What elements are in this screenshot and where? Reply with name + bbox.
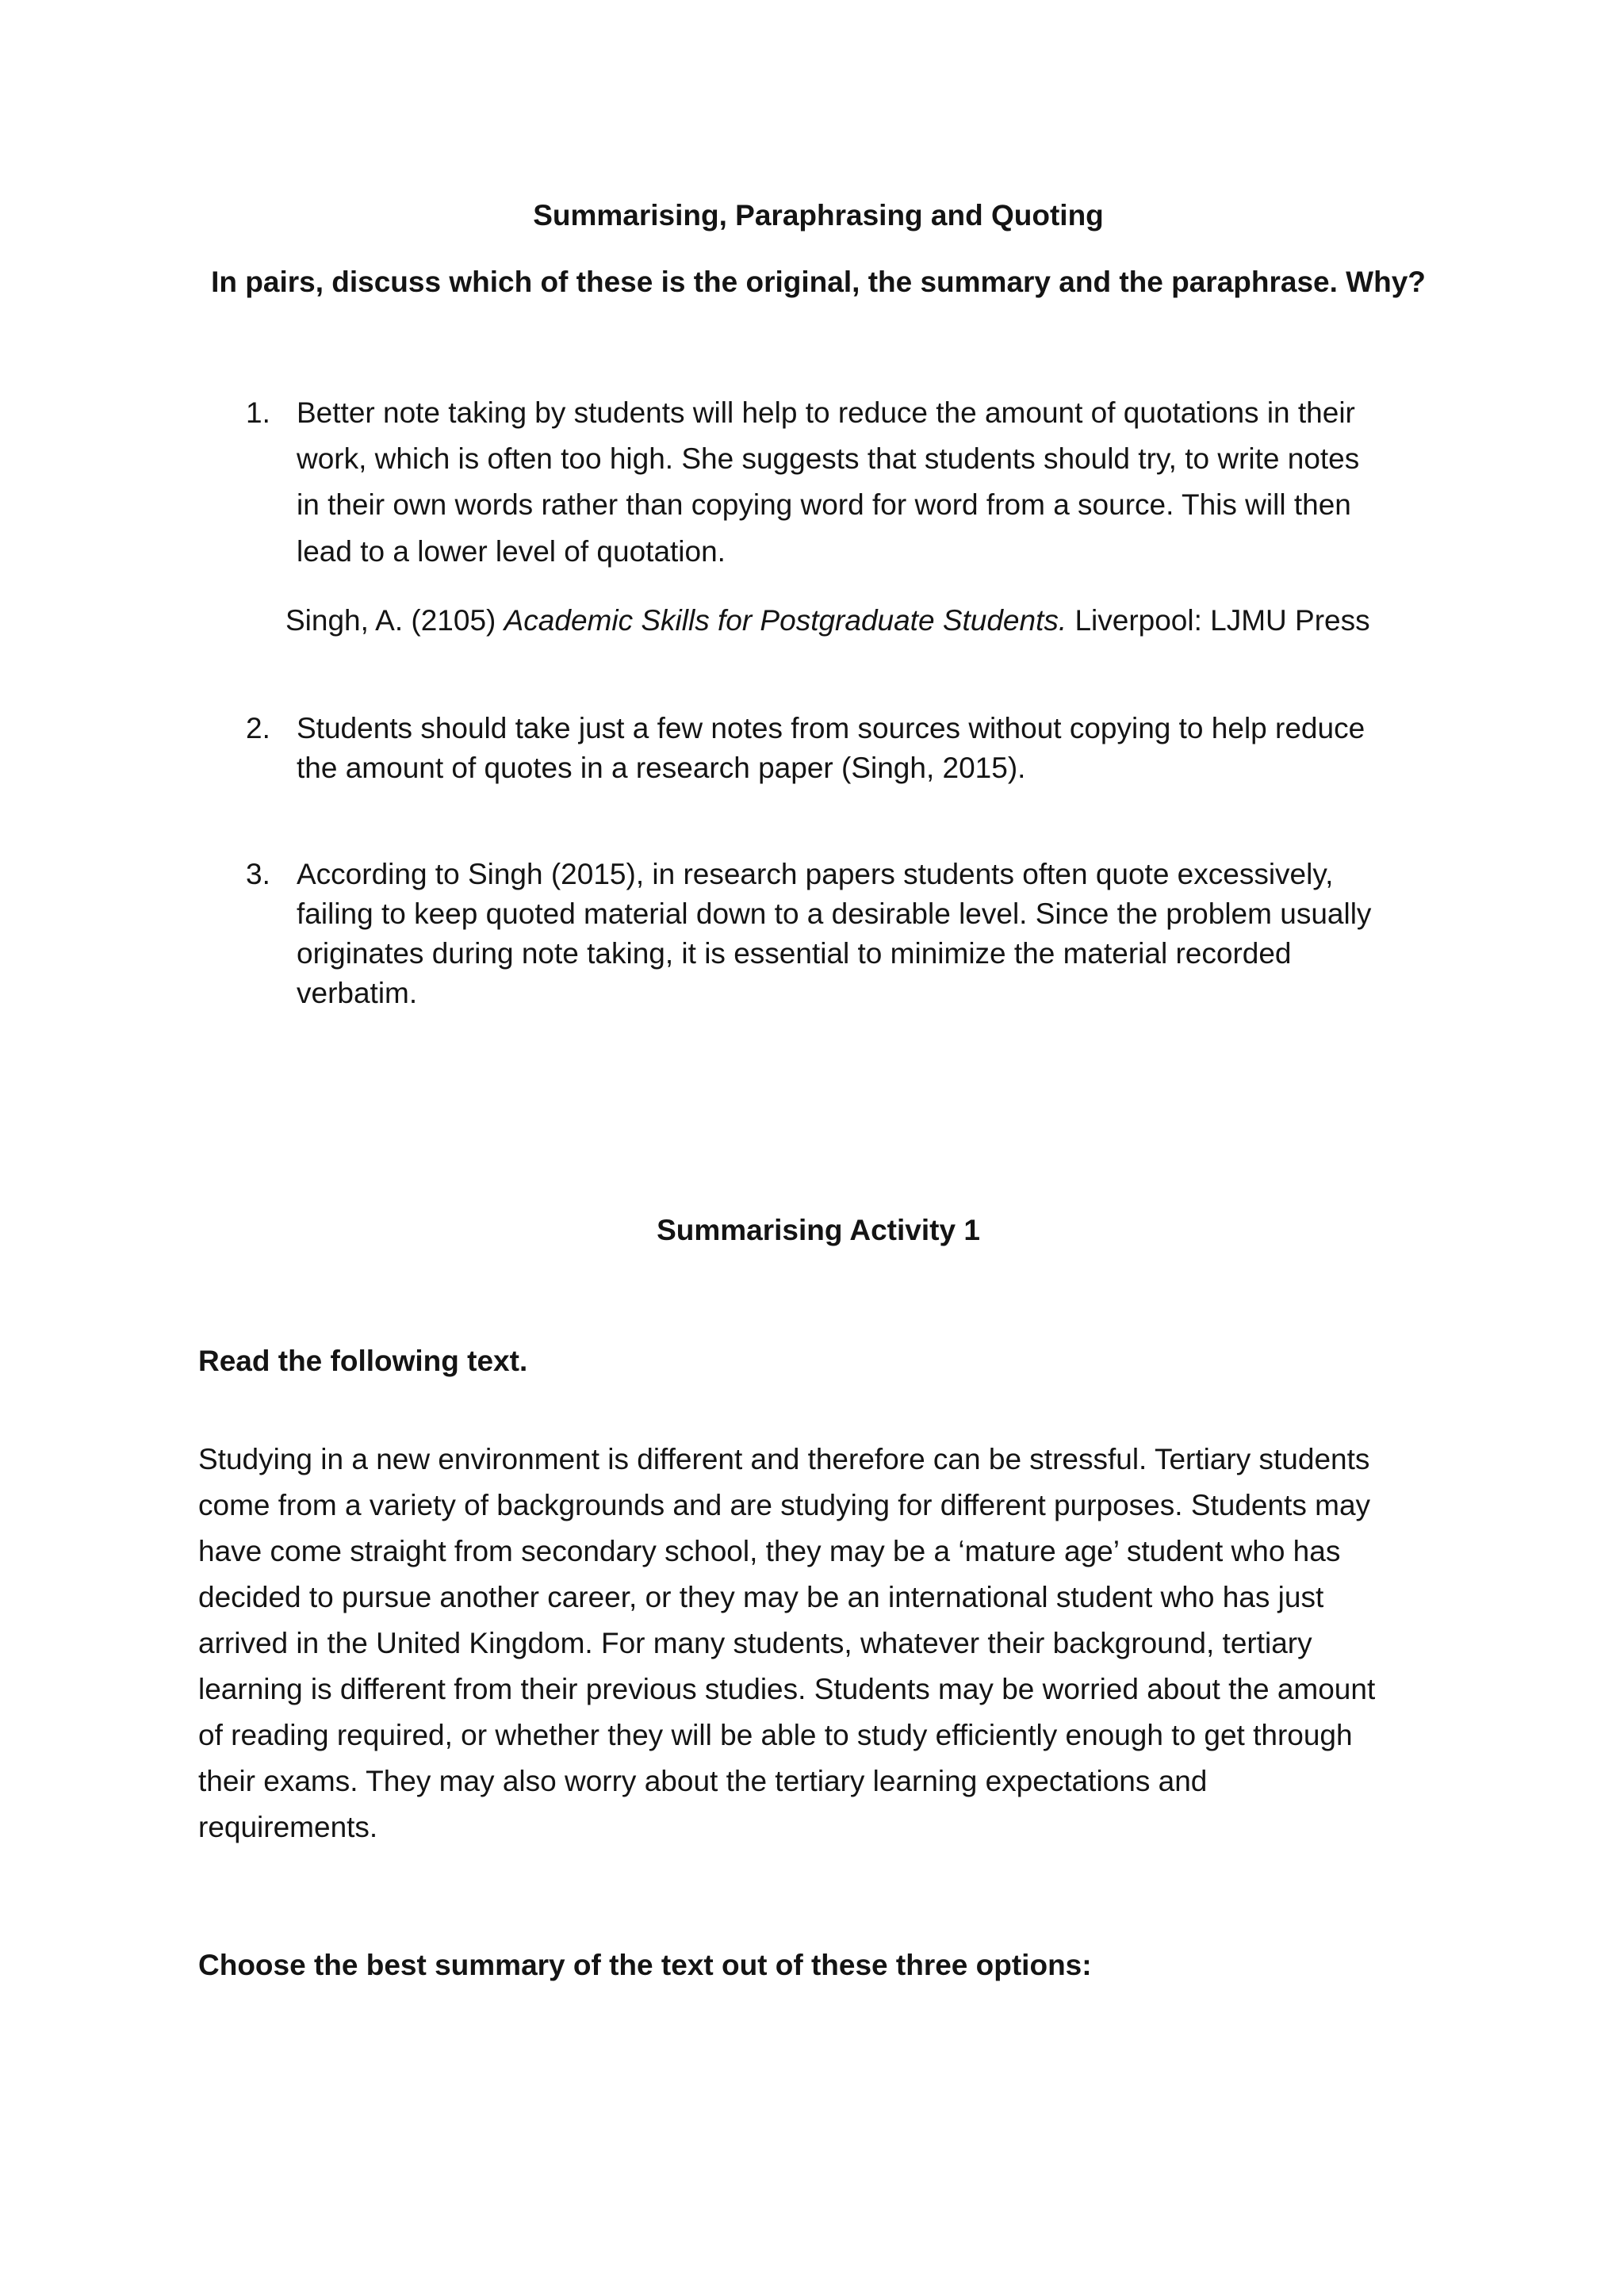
read-heading: Read the following text. xyxy=(198,1345,528,1377)
citation-publisher: Liverpool: LJMU Press xyxy=(1074,604,1370,637)
passage-line: arrived in the United Kingdom. For many students, whatever their background, tertiary xyxy=(198,1627,1312,1659)
item-number: 1. xyxy=(246,396,270,429)
choose-heading: Choose the best summary of the text out of these three options: xyxy=(198,1949,1092,1981)
item-line: Better note taking by students will help to reduce the amount of quotations in their xyxy=(297,396,1355,429)
item-line: Students should take just a few notes from sources without copying to help reduce xyxy=(297,712,1365,744)
passage-line: their exams. They may also worry about the tertiary learning expectations and xyxy=(198,1765,1208,1797)
item-number: 3. xyxy=(246,858,270,890)
activity-heading: Summarising Activity 1 xyxy=(657,1214,980,1246)
passage-line: come from a variety of backgrounds and are studying for different purposes. Students may xyxy=(198,1489,1371,1521)
passage-line: Studying in a new environment is different and therefore can be stressful. Tertiary students xyxy=(198,1443,1370,1475)
item-line: According to Singh (2015), in research papers students often quote excessively, xyxy=(297,858,1334,890)
item-number: 2. xyxy=(246,712,270,744)
passage-line: learning is different from their previous studies. Students may be worried about the amount xyxy=(198,1673,1376,1705)
page-title: Summarising, Paraphrasing and Quoting xyxy=(533,199,1104,232)
item-line: in their own words rather than copying word for word from a source. This will then xyxy=(297,488,1351,521)
item-line: failing to keep quoted material down to a desirable level. Since the problem usually xyxy=(297,897,1372,930)
citation xyxy=(285,604,1370,637)
passage-line: requirements. xyxy=(198,1811,378,1843)
passage-line: of reading required, or whether they will be able to study efficiently enough to get through xyxy=(198,1719,1353,1751)
item-line: verbatim. xyxy=(297,977,418,1009)
item-line: work, which is often too high. She suggests that students should try, to write notes xyxy=(297,442,1360,475)
citation-author: Singh, A. (2105) xyxy=(285,604,496,637)
passage-line: have come straight from secondary school, they may be a ‘mature age’ student who has xyxy=(198,1535,1341,1567)
item-line: lead to a lower level of quotation. xyxy=(297,535,726,568)
item-line: the amount of quotes in a research paper (Singh, 2015). xyxy=(297,752,1026,784)
passage-line: decided to pursue another career, or they may be an international student who has just xyxy=(198,1581,1324,1613)
instruction-text: In pairs, discuss which of these is the original, the summary and the paraphrase. Why? xyxy=(211,266,1426,298)
item-line: originates during note taking, it is essential to minimize the material recorded xyxy=(297,937,1292,970)
citation-title: Academic Skills for Postgraduate Students. xyxy=(504,604,1067,637)
